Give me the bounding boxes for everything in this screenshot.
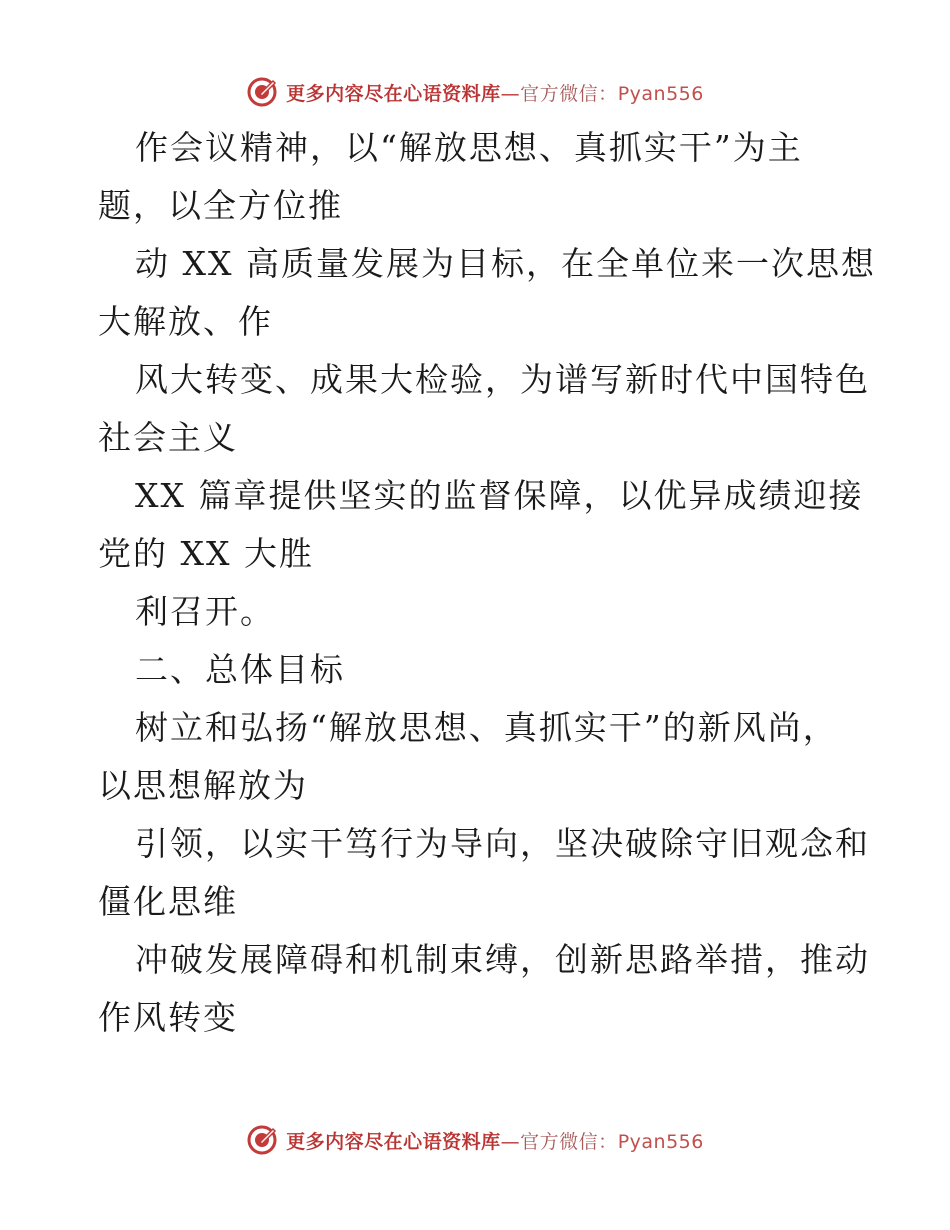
footer-banner (0, 1120, 950, 1160)
body-line: 社会主义 (98, 418, 238, 457)
footer-wechat-label: 官方微信： (520, 1130, 618, 1153)
body-line: 利召开。 (135, 592, 275, 631)
body-line: 引领，以实干笃行为导向，坚决破除守旧观念和 (135, 824, 870, 863)
header-wechat-label: 官方微信： (520, 82, 618, 105)
body-line: 动 XX 高质量发展为目标，在全单位来一次思想 (135, 244, 876, 283)
footer-wechat-id: Pyan556 (617, 1130, 704, 1153)
body-line: 作风转变 (98, 998, 238, 1037)
body-line: 风大转变、成果大检验，为谱写新时代中国特色 (135, 360, 870, 399)
body-line: 树立和弘扬“解放思想、真抓实干”的新风尚， (135, 708, 838, 747)
footer-banner-inner (246, 1124, 704, 1156)
body-line: 僵化思维 (98, 882, 238, 921)
header-separator: — (500, 82, 521, 105)
header-wechat-id: Pyan556 (617, 82, 704, 105)
body-line: XX 篇章提供坚实的监督保障，以优异成绩迎接 (135, 476, 864, 515)
body-line: 题，以全方位推 (98, 186, 343, 225)
pen-logo-icon (246, 76, 278, 108)
body-line: 作会议精神，以“解放思想、真抓实干”为主 (135, 128, 803, 167)
section-heading: 二、总体目标 (135, 650, 345, 689)
footer-brand: 更多内容尽在心语资料库 (286, 1130, 501, 1153)
header-brand: 更多内容尽在心语资料库 (286, 82, 501, 105)
footer-banner-text (286, 1127, 704, 1154)
header-banner-inner (246, 76, 704, 108)
body-line: 冲破发展障碍和机制束缚，创新思路举措，推动 (135, 940, 870, 979)
header-banner (0, 72, 950, 112)
body-line: 党的 XX 大胜 (98, 534, 314, 573)
body-line: 以思想解放为 (98, 766, 308, 805)
body-line: 大解放、作 (98, 302, 273, 341)
header-banner-text (286, 79, 704, 106)
footer-separator: — (500, 1130, 521, 1153)
pen-logo-icon (246, 1124, 278, 1156)
